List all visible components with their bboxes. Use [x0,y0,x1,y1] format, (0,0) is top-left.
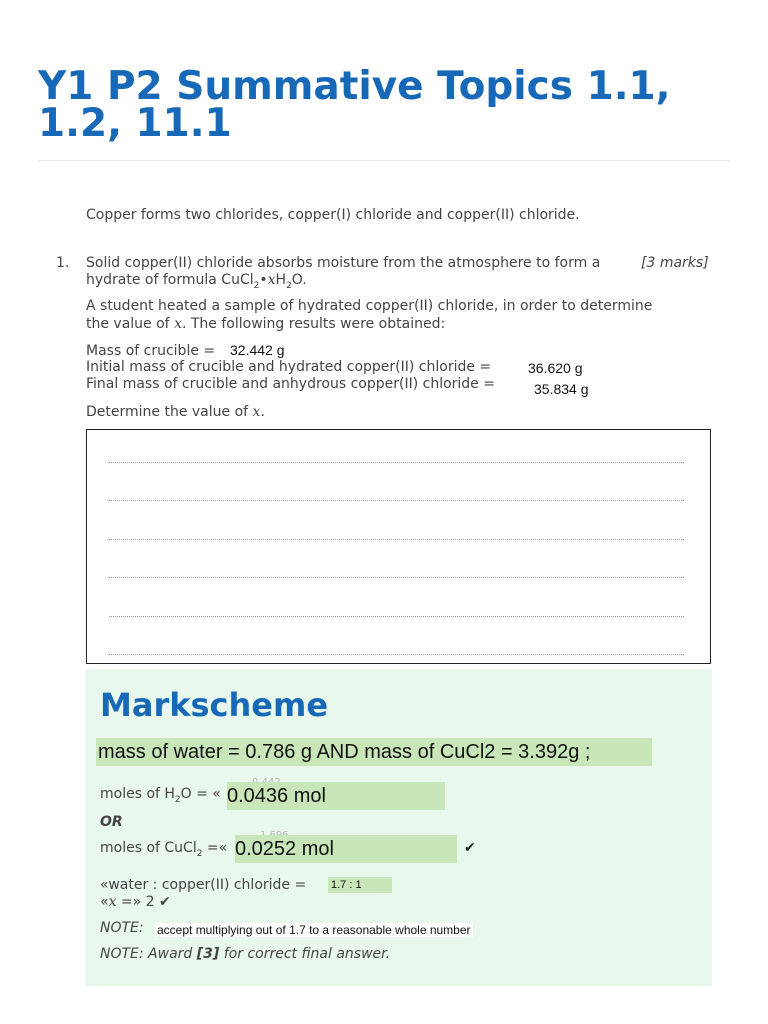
moles-h2o-label: moles of $H_2O$ = « [100,786,221,805]
water-mass-highlight: mass of water = 0.786 g AND mass of CuCl2 = 3.392g ; [96,738,652,766]
note-2: NOTE: Award [3] for correct final answer. [100,946,391,962]
answer-line [109,654,684,655]
or-label: OR [100,814,123,830]
question-number: 1. [56,255,70,271]
mass-crucible-label: Mass of crucible = [86,343,216,359]
page-title: Y1 P2 Summative Topics 1.1, 1.2, 11.1 [38,64,671,146]
question-line-2: hydrate of formula $CuCl_2•xH_2O$. [86,272,307,291]
paragraph-line-1: A student heated a sample of hydrated copper(II) chloride, in order to determine [86,298,653,314]
note-1-prefix: NOTE: [100,920,144,936]
ratio-value: 1.7 : 1 [328,877,392,893]
note-1-text: accept multiplying out of 1.7 to a reasonable whole number [157,923,471,937]
initial-mass-value: 36.620 g [528,360,583,376]
moles-h2o-value: 0.0436 mol [227,782,445,810]
answer-line [109,577,684,578]
answer-box[interactable] [86,429,711,664]
answer-line [109,616,684,617]
paragraph-line-2: the value of x. The following results were obtained: [86,316,446,332]
markscheme-title: Markscheme [100,686,329,724]
moles-cucl2-value: 0.0252 mol [235,835,457,863]
answer-line [109,500,684,501]
question-line-1: Solid copper(II) chloride absorbs moisture from the atmosphere to form a [86,255,601,271]
title-divider [38,160,730,161]
answer-line [109,462,684,463]
answer-line [109,539,684,540]
question-marks: [3 marks] [641,255,709,271]
initial-mass-label: Initial mass of crucible and hydrated copper(II) chloride = [86,359,492,375]
x-value-line: «x =» 2 ✔ [100,894,171,910]
check-mark-icon: ✔ [464,840,476,856]
determine-text: Determine the value of x. [86,404,265,420]
final-mass-label: Final mass of crucible and anhydrous copper(II) chloride = [86,376,495,392]
final-mass-value: 35.834 g [534,381,589,397]
mass-crucible-value: 32.442 g [230,342,285,358]
ratio-label: «water : copper(II) chloride = [100,877,307,893]
moles-cucl2-label: moles of CuCl$_2$ =« [100,840,228,859]
intro-text: Copper forms two chlorides, copper(I) chloride and copper(II) chloride. [86,207,580,223]
